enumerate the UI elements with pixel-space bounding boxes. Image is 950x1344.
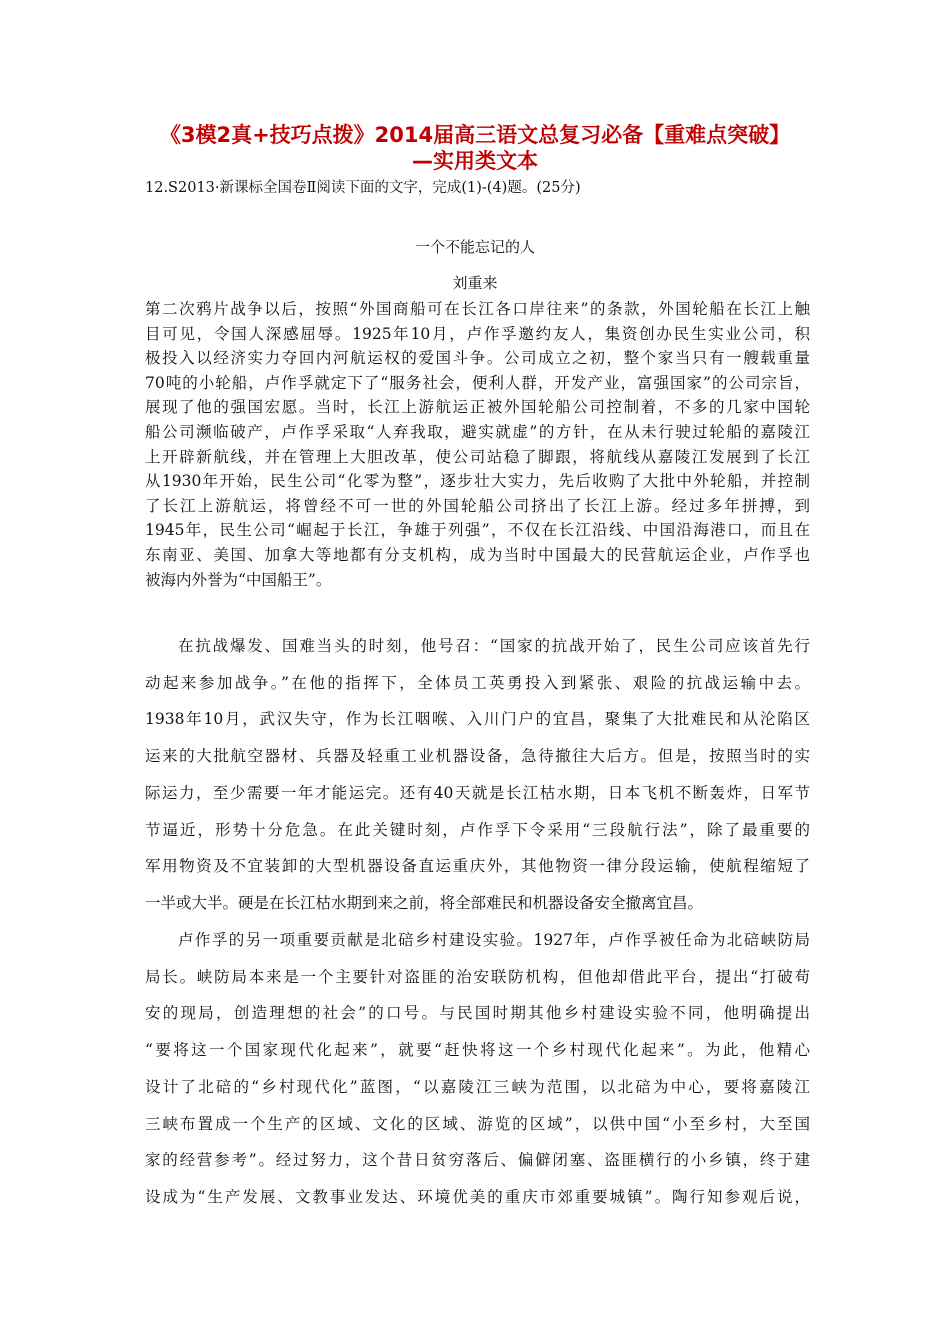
paragraph-line: 际运力，至少需要一年才能运完。还有40天就是长江枯水期，日本飞机不断轰炸，日军节 [145,783,810,802]
paragraph-line: 被海内外誉为“中国船王”。 [145,570,332,589]
paragraph-line: 船公司濒临破产，卢作孚采取“人弃我取，避实就虚”的方针，在从未行驶过轮船的嘉陵江 [145,422,810,441]
paragraph-line: 卢作孚的另一项重要贡献是北碚乡村建设实验。1927年，卢作孚被任命为北碚峡防局 [178,931,810,949]
document-subtitle: —实用类文本 [412,149,538,173]
paragraph-line: 极投入以经济实力夺回内河航运权的爱国斗争。公司成立之初，整个家当只有一艘载重量 [145,349,810,368]
paragraph-line: 从1930年开始，民生公司“化零为整”，逐步壮大实力，先后收购了大批中外轮船，并控制 [145,472,810,491]
paragraph-line: 1938年10月，武汉失守，作为长江咽喉、入川门户的宜昌，聚集了大批难民和从沦陷区 [145,710,810,729]
paragraph-line: 家的经营参考”。经过努力，这个昔日贫穷落后、偏僻闭塞、盗匪横行的小乡镇，终于建 [145,1151,810,1170]
question-intro: 12.S2013·新课标全国卷Ⅱ阅读下面的文字，完成(1)-(4)题。(25分) [145,180,581,196]
paragraph-line: 三峡布置成一个生产的区域、文化的区域、游览的区域”，以供中国“小至乡村，大至国 [145,1114,810,1133]
paragraph-line: 节逼近，形势十分危急。在此关键时刻，卢作孚下令采用“三段航行法”，除了最重要的 [145,820,810,839]
paragraph-line: 运来的大批航空器材、兵器及轻重工业机器设备，急待撤往大后方。但是，按照当时的实 [145,747,810,766]
article-author: 刘重来 [452,274,498,292]
paragraph-line: 设计了北碚的“乡村现代化”蓝图，“以嘉陵江三峡为范围，以北碚为中心，要将嘉陵江 [145,1077,810,1096]
paragraph-line: 动起来参加战争。”在他的指挥下，全体员工英勇投入到紧张、艰险的抗战运输中去。 [145,673,810,692]
article-title: 一个不能忘记的人 [414,238,535,256]
paragraph-2 [145,628,810,922]
paragraph-1 [145,297,810,592]
paragraph-line: 军用物资及不宜装卸的大型机器设备直运重庆外，其他物资一律分段运输，使航程缩短了 [145,857,810,876]
paragraph-line: 目可见，令国人深感屈辱。1925年10月，卢作孚邀约友人，集资创办民生实业公司，积 [145,324,810,343]
paragraph-line: 设成为“生产发展、文教事业发达、环境优美的重庆市郊重要城镇”。陶行知参观后说， [145,1187,810,1206]
paragraph-line: 展现了他的强国宏愿。当时，长江上游航运正被外国轮船公司控制着，不多的几家中国轮 [145,398,810,417]
paragraph-line: “要将这一个国家现代化起来”，就要“赶快将这一个乡村现代化起来”。为此，他精心 [145,1041,810,1060]
paragraph-line: 1945年，民生公司“崛起于长江，争雄于列强”，不仅在长江沿线、中国沿海港口，而且在 [145,521,810,540]
paragraph-line: 第二次鸦片战争以后，按照“外国商船可在长江各口岸往来”的条款，外国轮船在长江上触 [145,300,810,318]
document-title: 《3模2真+技巧点拨》2014届高三语文总复习必备【重难点突破】 [159,123,791,147]
paragraph-3 [145,922,810,1216]
paragraph-line: 70吨的小轮船，卢作孚就定下了“服务社会，便利人群，开发产业，富强国家”的公司宗旨， [145,373,810,392]
paragraph-line: 东南亚、美国、加拿大等地都有分支机构，成为当时中国最大的民营航运企业，卢作孚也 [145,545,810,564]
paragraph-line: 局长。峡防局本来是一个主要针对盗匪的治安联防机构，但他却借此平台，提出“打破苟 [145,967,810,986]
paragraph-line: 了长江上游航运，将曾经不可一世的外国轮船公司挤出了长江上游。经过多年拼搏，到 [145,496,810,515]
paragraph-line: 安的现局，创造理想的社会”的口号。与民国时期其他乡村建设实验不同，他明确提出 [145,1004,810,1023]
paragraph-line: 上开辟新航线，并在管理上大胆改革，使公司站稳了脚跟，将航线从嘉陵江发展到了长江 [145,447,810,466]
paragraph-line: 一半或大半。硬是在长江枯水期到来之前，将全部难民和机器设备安全撤离宜昌。 [145,893,704,912]
paragraph-line: 在抗战爆发、国难当头的时刻，他号召：“国家的抗战开始了，民生公司应该首先行 [178,637,810,655]
